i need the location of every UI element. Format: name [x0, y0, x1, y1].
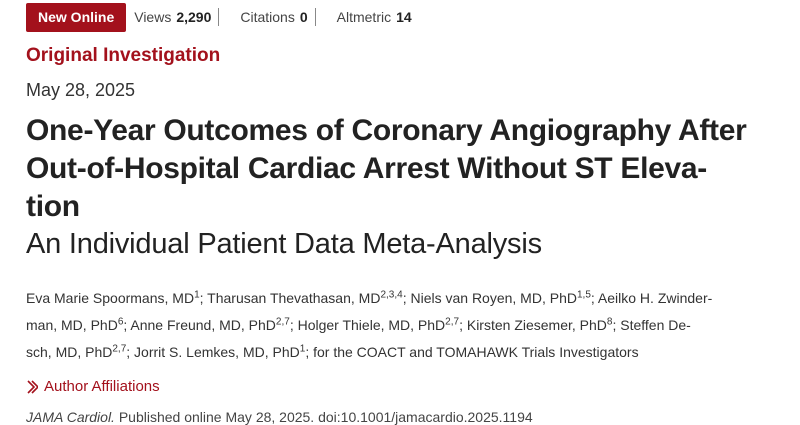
author-affiliations-toggle[interactable]	[26, 378, 160, 395]
altmetric-score: 14	[396, 9, 412, 25]
citation-details: Published online May 28, 2025. doi:10.1001/jamacardio.2025.1194	[114, 409, 533, 425]
article-subtitle: An Individual Patient Data Meta-Analysis	[26, 228, 542, 260]
new-online-badge[interactable]: New Online	[26, 3, 126, 32]
author-affiliation-ref[interactable]: 1	[194, 289, 200, 301]
citation-journal: JAMA Cardiol.	[26, 409, 115, 425]
metric-divider	[218, 8, 233, 26]
author-name[interactable]: Eva Marie Spoormans, MD	[26, 290, 195, 306]
author-name[interactable]: Holger Thiele, MD, PhD	[297, 317, 446, 333]
article-title	[26, 112, 766, 226]
author-affiliations-label: Author Affiliations	[44, 378, 160, 395]
author-affiliation-ref[interactable]: 2,7	[275, 316, 290, 328]
author-affiliation-ref[interactable]: 2,7	[445, 316, 460, 328]
views-metric	[126, 3, 218, 32]
publication-date: May 28, 2025	[26, 80, 136, 100]
author-name-continued[interactable]: man, MD, PhD	[26, 317, 118, 333]
author-affiliation-ref[interactable]: 1	[299, 343, 306, 355]
views-label: Views	[134, 9, 172, 25]
citations-metric[interactable]	[233, 3, 314, 32]
article-metrics-bar	[26, 2, 419, 32]
citations-label: Citations	[240, 9, 295, 25]
title-line: tion	[26, 190, 80, 223]
author-affiliation-ref[interactable]: 8	[606, 316, 613, 328]
author-affiliation-ref[interactable]: 2,3,4	[380, 289, 403, 301]
author-affiliation-ref[interactable]: 1,5	[576, 289, 591, 301]
author-name-continued[interactable]: sch, MD, PhD	[26, 344, 113, 360]
author-name[interactable]: Jorrit S. Lemkes, MD, PhD	[134, 344, 300, 360]
author-name[interactable]: Kirsten Ziesemer, PhD	[466, 317, 607, 333]
views-count: 2,290	[176, 9, 212, 25]
chevron-right-icon	[26, 380, 38, 394]
altmetric-label: Altmetric	[336, 9, 392, 25]
author-name[interactable]: Aeilko H. Zwinder-	[597, 290, 713, 306]
author-name[interactable]: Steffen De-	[620, 317, 691, 333]
title-line: Out-of-Hospital Cardiac Arrest Without ST Eleva-	[26, 152, 707, 185]
author-group[interactable]: for the COACT and TOMAHAWK Trials Investigators	[313, 344, 639, 360]
author-affiliation-ref[interactable]: 6	[117, 316, 124, 328]
citations-count: 0	[299, 9, 308, 25]
author-name[interactable]: Anne Freund, MD, PhD	[130, 317, 276, 333]
author-name[interactable]: Tharusan Thevathasan, MD	[207, 290, 381, 306]
author-affiliation-ref[interactable]: 2,7	[112, 343, 127, 355]
title-line: One-Year Outcomes of Coronary Angiography After	[26, 114, 747, 147]
author-name[interactable]: Niels van Royen, MD, PhD	[410, 290, 577, 306]
citation-line	[26, 409, 533, 425]
article-section-label[interactable]: Original Investigation	[26, 45, 221, 66]
author-list: Eva Marie Spoormans, $MD^1$; Tharusan Thevathasan, MD$^{2,3,4}$; Niels van Royen, MD, PhD$^{1,5}$; Aeilko H. Zwinder- man, MD, PhD$^6$; Anne Freund, MD, PhD$^{2,7}$; Holger Thiele, MD, PhD$^{2,7}$; Kirsten Ziesemer, PhD$^8$; Steffen De- sch, MD, PhD$^{2,7}$; Jorrit S. Lemkes, MD, PhD$^1$; for the COACT and TOMAHAWK Trials Investigators	[26, 289, 713, 360]
metric-divider	[315, 8, 330, 26]
altmetric-metric[interactable]	[330, 3, 419, 32]
